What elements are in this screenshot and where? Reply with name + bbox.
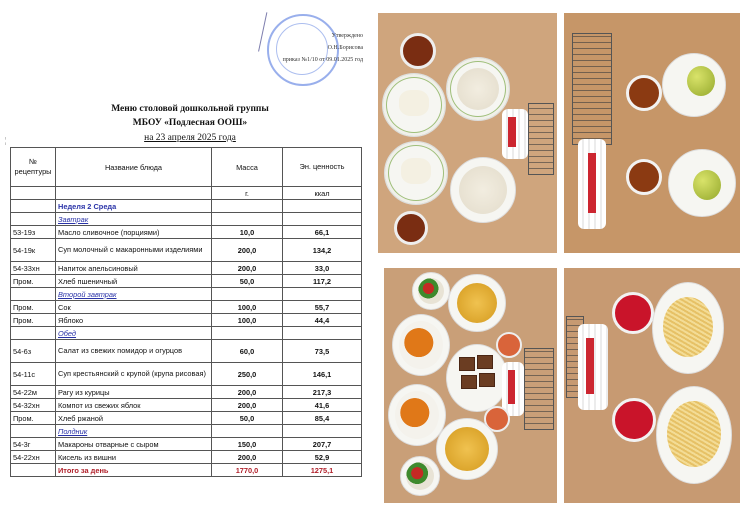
approval-line-2: О.Н.Борисова xyxy=(327,45,363,51)
soup-bowl xyxy=(448,274,506,332)
dish-name: Салат из свежих помидор и огурцов xyxy=(56,340,212,363)
stew-plate xyxy=(392,314,450,376)
table-row xyxy=(11,438,362,451)
soup-bowl-2 xyxy=(436,418,498,480)
napkin-holder xyxy=(528,103,554,175)
school-name: МБОУ «Подлесная ООШ» xyxy=(132,118,248,128)
recipe-code: Пром. xyxy=(11,314,56,327)
menu-table xyxy=(10,147,362,477)
bread-plate-lunch xyxy=(446,344,508,412)
dish-name: Компот из свежих яблок xyxy=(56,399,212,412)
salad-bowl xyxy=(412,272,450,310)
dish-mass: 150,0 xyxy=(212,438,283,451)
menu-document xyxy=(0,0,370,509)
tea-cup-2 xyxy=(394,211,428,245)
apple xyxy=(687,66,715,96)
second-breakfast-photo xyxy=(564,13,740,253)
dish-kcal: 207,7 xyxy=(283,438,362,451)
header-mass: Масса xyxy=(212,148,283,187)
table-header-row xyxy=(11,148,362,187)
table-row xyxy=(11,451,362,464)
total-row xyxy=(11,464,362,477)
kissel-cup-2 xyxy=(612,398,656,442)
bread-plate-2 xyxy=(384,141,448,205)
apple-2 xyxy=(693,170,721,200)
dish-kcal: 85,4 xyxy=(283,412,362,425)
dish-name: Макароны отварные с сыром xyxy=(56,438,212,451)
table-row xyxy=(11,412,362,425)
recipe-code: Пром. xyxy=(11,412,56,425)
recipe-code: 54-3г xyxy=(11,438,56,451)
dish-mass: 50,0 xyxy=(212,412,283,425)
week-row xyxy=(11,200,362,213)
dish-kcal: 146,1 xyxy=(283,363,362,386)
dish-kcal: 217,3 xyxy=(283,386,362,399)
table-row xyxy=(11,386,362,399)
dish-mass: 250,0 xyxy=(212,363,283,386)
dish-kcal: 134,2 xyxy=(283,239,362,262)
dish-kcal: 33,0 xyxy=(283,262,362,275)
recipe-code: Пром. xyxy=(11,275,56,288)
section-row xyxy=(11,213,362,226)
approval-line-3: приказ №1/10 от 09.01.2025 год xyxy=(282,57,363,63)
dish-mass: 10,0 xyxy=(212,226,283,239)
recipe-code: 54-33хн xyxy=(11,262,56,275)
dish-name: Масло сливочное (порциями) xyxy=(56,226,212,239)
recipe-code: 54-32хн xyxy=(11,399,56,412)
dish-kcal: 66,1 xyxy=(283,226,362,239)
napkin-holder-3 xyxy=(524,348,554,430)
section-row xyxy=(11,425,362,438)
table-row xyxy=(11,340,362,363)
table-row xyxy=(11,399,362,412)
pasta-plate-2 xyxy=(656,386,732,484)
dish-kcal: 52,9 xyxy=(283,451,362,464)
recipe-code: 54-6з xyxy=(11,340,56,363)
dish-kcal: 44,4 xyxy=(283,314,362,327)
dish-name: Хлеб ржаной xyxy=(56,412,212,425)
section-label: Второй завтрак xyxy=(56,288,212,301)
table-row xyxy=(11,275,362,288)
table-row xyxy=(11,262,362,275)
total-kcal: 1275,1 xyxy=(283,464,362,477)
dish-mass: 200,0 xyxy=(212,451,283,464)
dish-name: Суп молочный с макаронными изделиями xyxy=(56,239,212,262)
dish-kcal: 41,6 xyxy=(283,399,362,412)
lunch-photo xyxy=(384,268,557,503)
juice-cup xyxy=(626,75,662,111)
compote-glass xyxy=(496,332,522,358)
section-row xyxy=(11,288,362,301)
week-label: Неделя 2 Среда xyxy=(56,200,212,213)
section-label: Полдник xyxy=(56,425,212,438)
dish-kcal: 73,5 xyxy=(283,340,362,363)
recipe-code: 54-19к xyxy=(11,239,56,262)
breakfast-photo xyxy=(378,13,557,253)
table-row xyxy=(11,363,362,386)
section-label: Завтрак xyxy=(56,213,212,226)
dish-mass: 200,0 xyxy=(212,262,283,275)
header-recipe-no: № рецептуры xyxy=(11,148,56,187)
dish-mass: 50,0 xyxy=(212,275,283,288)
apple-plate-2 xyxy=(668,149,736,217)
dish-mass: 100,0 xyxy=(212,301,283,314)
header-dish-name: Название блюда xyxy=(56,148,212,187)
bread-plate xyxy=(382,73,446,137)
recipe-code: Пром. xyxy=(11,301,56,314)
table-row xyxy=(11,239,362,262)
dish-mass: 200,0 xyxy=(212,239,283,262)
table-unit-row xyxy=(11,187,362,200)
dish-name: Сок xyxy=(56,301,212,314)
section-label: Обед xyxy=(56,327,212,340)
header-energy: Эн. ценность xyxy=(283,148,362,187)
approval-line-1: Утверждено xyxy=(331,33,363,39)
dish-name: Суп крестьянский с крупой (крупа рисовая) xyxy=(56,363,212,386)
table-row xyxy=(11,314,362,327)
recipe-code: 54-22хн xyxy=(11,451,56,464)
porridge-plate xyxy=(446,57,510,121)
total-mass: 1770,0 xyxy=(212,464,283,477)
tea-cup xyxy=(400,33,436,69)
menu-title: Меню столовой дошкольной группы xyxy=(111,104,269,114)
salad-bowl-2 xyxy=(400,456,440,496)
dish-mass: 200,0 xyxy=(212,399,283,412)
table-row xyxy=(11,301,362,314)
dish-mass: 200,0 xyxy=(212,386,283,399)
dish-kcal: 55,7 xyxy=(283,301,362,314)
recipe-code: 53-19з xyxy=(11,226,56,239)
juice-cup-2 xyxy=(626,159,662,195)
unit-mass: г. xyxy=(212,187,283,200)
dish-name: Хлеб пшеничный xyxy=(56,275,212,288)
recipe-code: 54-11с xyxy=(11,363,56,386)
dish-kcal: 117,2 xyxy=(283,275,362,288)
table-row xyxy=(11,226,362,239)
recipe-code: 54-22м xyxy=(11,386,56,399)
menu-date: на 23 апреля 2025 года xyxy=(144,133,236,143)
afternoon-snack-photo xyxy=(564,268,740,503)
napkin-holder-2 xyxy=(572,33,612,145)
dish-name: Рагу из курицы xyxy=(56,386,212,399)
dish-name: Кисель из вишни xyxy=(56,451,212,464)
section-row xyxy=(11,327,362,340)
dish-name: Напиток апельсиновый xyxy=(56,262,212,275)
unit-empty-2 xyxy=(56,187,212,200)
dish-mass: 60,0 xyxy=(212,340,283,363)
apple-plate xyxy=(662,53,726,117)
porridge-plate-2 xyxy=(450,157,516,223)
unit-empty-1 xyxy=(11,187,56,200)
page-edge-mark: ¦ xyxy=(5,136,7,145)
pasta-plate xyxy=(652,282,724,374)
approval-block xyxy=(238,30,363,66)
total-label: Итого за день xyxy=(56,464,212,477)
kissel-cup xyxy=(612,292,654,334)
dish-mass: 100,0 xyxy=(212,314,283,327)
unit-energy: ккал xyxy=(283,187,362,200)
dish-name: Яблоко xyxy=(56,314,212,327)
